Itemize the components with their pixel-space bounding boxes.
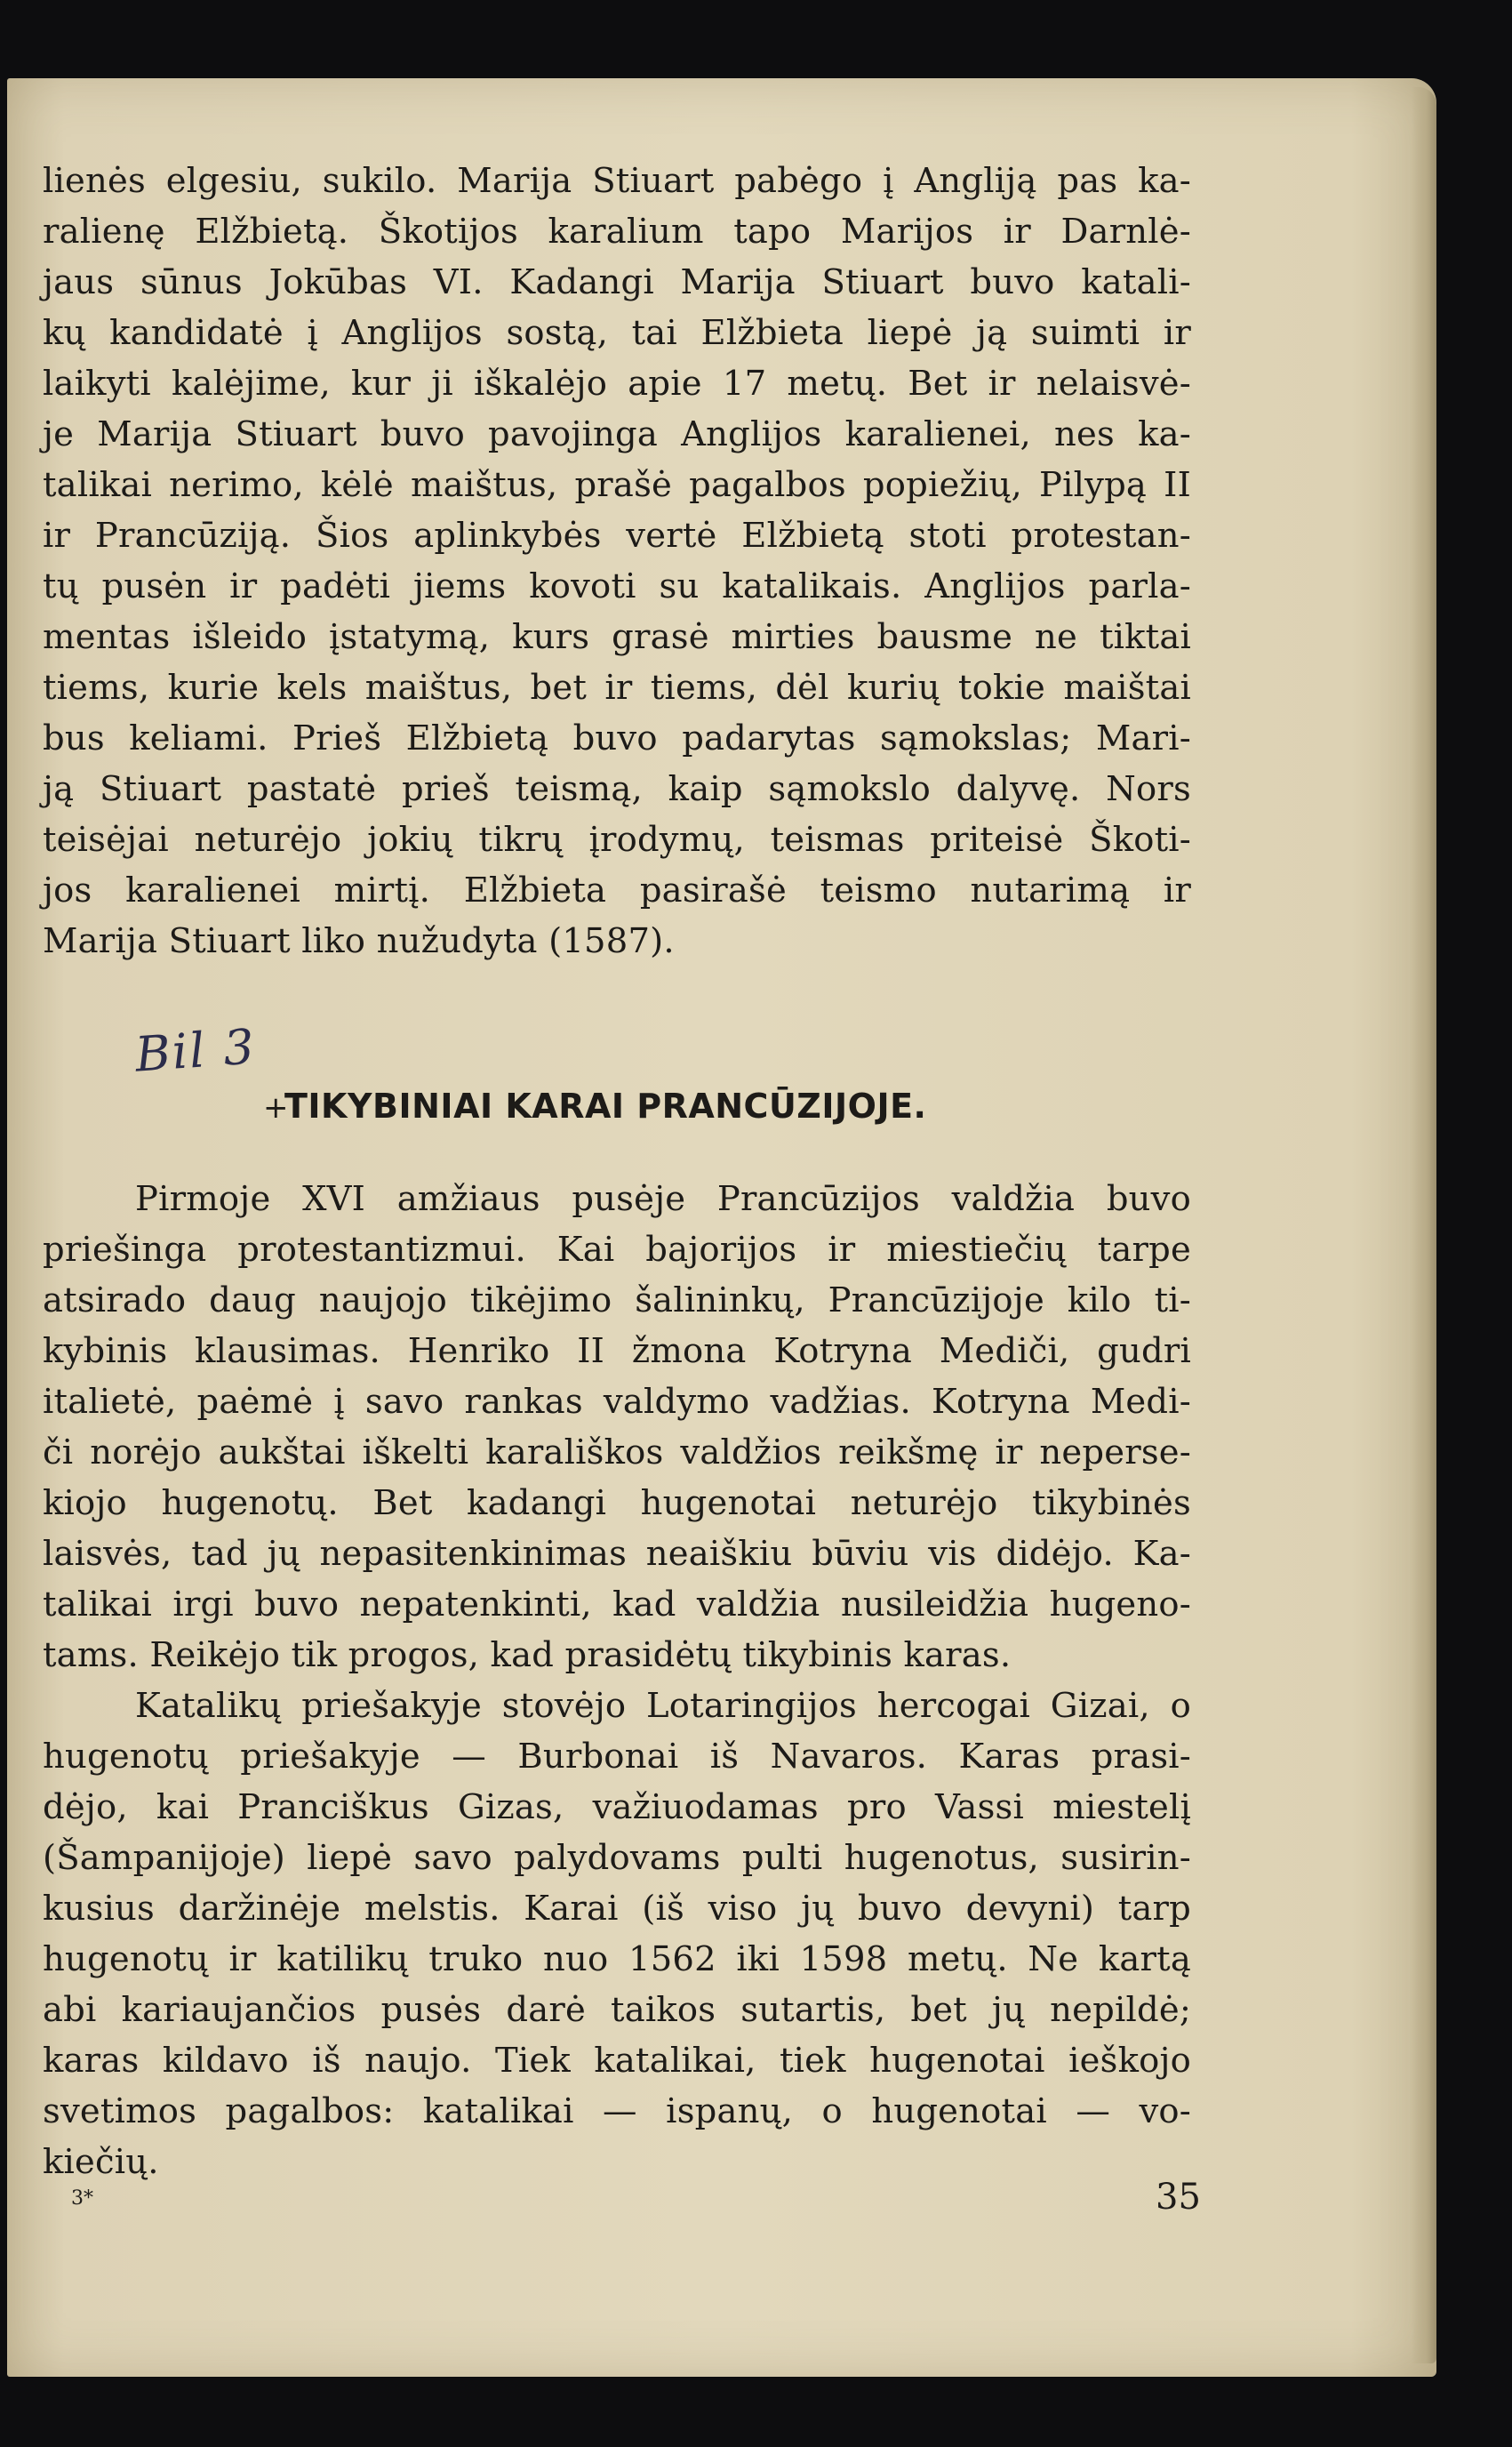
text-line: abi kariaujančios pusės darė taikos sutartis, bet jų nepildė; — [43, 1990, 1191, 2030]
text-line: kybinis klausimas. Henriko II žmona Kotryna Mediči, gudri — [43, 1331, 1191, 1371]
text-line: kų kandidatė į Anglijos sostą, tai Elžbieta liepė ją suimti ir — [43, 313, 1191, 353]
signature-mark: 3* — [71, 2187, 93, 2210]
text-line: talikai irgi buvo nepatenkinti, kad valdžia nusileidžia hugeno- — [43, 1585, 1191, 1625]
text-line: karas kildavo iš naujo. Tiek katalikai, tiek hugenotai ieškojo — [43, 2041, 1191, 2081]
text-line: jos karalienei mirtį. Elžbieta pasirašė teismo nutarimą ir — [43, 870, 1191, 911]
text-line: či norėjo aukštai iškelti karališkos valdžios reikšmę ir neperse- — [43, 1432, 1191, 1472]
text-line: tiems, kurie kels maištus, bet ir tiems, dėl kurių tokie maištai — [43, 668, 1191, 708]
text-line: je Marija Stiuart buvo pavojinga Anglijos karalienei, nes ka- — [43, 414, 1191, 454]
text-line: atsirado daug naujojo tikėjimo šalininkų, Prancūzijoje kilo tі- — [43, 1280, 1191, 1320]
text-line: bus keliami. Prieš Elžbietą buvo padarytas sąmokslas; Mari- — [43, 718, 1191, 758]
text-line: hugenotų priešakyje — Burbonai iš Navaros. Karas prasi- — [43, 1737, 1191, 1777]
text-line: priešinga protestantizmui. Kai bajorijos ir miestiečių tarpe — [43, 1230, 1191, 1270]
text-line: lienės elgesiu, sukilo. Marija Stiuart pabėgo į Angliją pas ka- — [43, 161, 1191, 201]
text-line: kiojo hugenotų. Bet kadangi hugenotai neturėjo tikybinės — [43, 1483, 1191, 1523]
text-line: tams. Reikėjo tik progos, kad prasidėtų tikybinis karas. — [43, 1635, 1012, 1675]
text-line: Katalikų priešakyje stovėjo Lotaringijos hercogai Gizai, o — [135, 1686, 1191, 1726]
text-line: laisvės, tad jų nepasitenkinimas neaiškiu būviu vis didėjo. Ka- — [43, 1534, 1191, 1574]
text-line: dėjo, kai Pranciškus Gizas, važiuodamas pro Vassi miestelį — [43, 1787, 1191, 1827]
paragraph-tikybiniai-karai — [43, 1174, 1191, 2187]
text-line: Marija Stiuart liko nužudyta (1587). — [43, 921, 675, 961]
text-line: (Šampanijoje) liepė savo palydovams pulti hugenotus, susirin- — [43, 1838, 1191, 1878]
text-line: tų pusėn ir padėti jiems kovoti su katalikais. Anglijos parla- — [43, 566, 1191, 606]
section-title: TIKYBINIAI KARAI PRANCŪZIJOJE. — [284, 1087, 927, 1126]
text-line: Pirmoje XVI amžiaus pusėje Prancūzijos valdžia buvo — [135, 1179, 1191, 1219]
text-line: jaus sūnus Jokūbas VI. Kadangi Marija Stiuart buvo katali- — [43, 262, 1191, 302]
text-line: hugenotų ir katilikų truko nuo 1562 iki 1598 metų. Ne kartą — [43, 1939, 1191, 1979]
text-line: ralienę Elžbietą. Škotijos karalium tapo Marijos ir Darnlė- — [43, 212, 1191, 252]
page-edge-shadow — [1412, 87, 1436, 2363]
text-line: teisėjai neturėjo jokių tikrų įrodymų, teismas priteisė Škoti- — [43, 820, 1191, 860]
text-line: mentas išleido įstatymą, kurs grasė mirties bausme ne tiktai — [43, 617, 1191, 657]
text-line: italietė, paėmė į savo rankas valdymo vadžias. Kotryna Medi- — [43, 1382, 1191, 1422]
text-line: ir Prancūziją. Šios aplinkybės vertė Elžbietą stoti protestan- — [43, 516, 1191, 556]
pencil-plus-mark: + — [263, 1090, 289, 1126]
text-line: laikyti kalėjime, kur ji iškalėjo apie 17 metų. Bet ir nelaisvė- — [43, 364, 1191, 404]
handwritten-annotation: Bil 3 — [132, 1018, 258, 1083]
text-line: kiečių. — [43, 2142, 159, 2182]
text-line: ją Stiuart pastatė prieš teismą, kaip sąmokslo dalyvę. Nors — [43, 769, 1191, 809]
section-heading-row — [43, 1018, 1191, 1156]
paragraph-marija-stiuart — [43, 156, 1191, 967]
text-line: svetimos pagalbos: katalikai — ispanų, o hugenotai — vo- — [43, 2091, 1191, 2131]
page-number: 35 — [1156, 2177, 1201, 2218]
text-line: talikai nerimo, kėlė maištus, prašė pagalbos popiežių, Pilypą II — [43, 465, 1191, 505]
text-line: kusius daržinėje melstis. Karai (iš viso jų buvo devyni) tarp — [43, 1889, 1191, 1929]
